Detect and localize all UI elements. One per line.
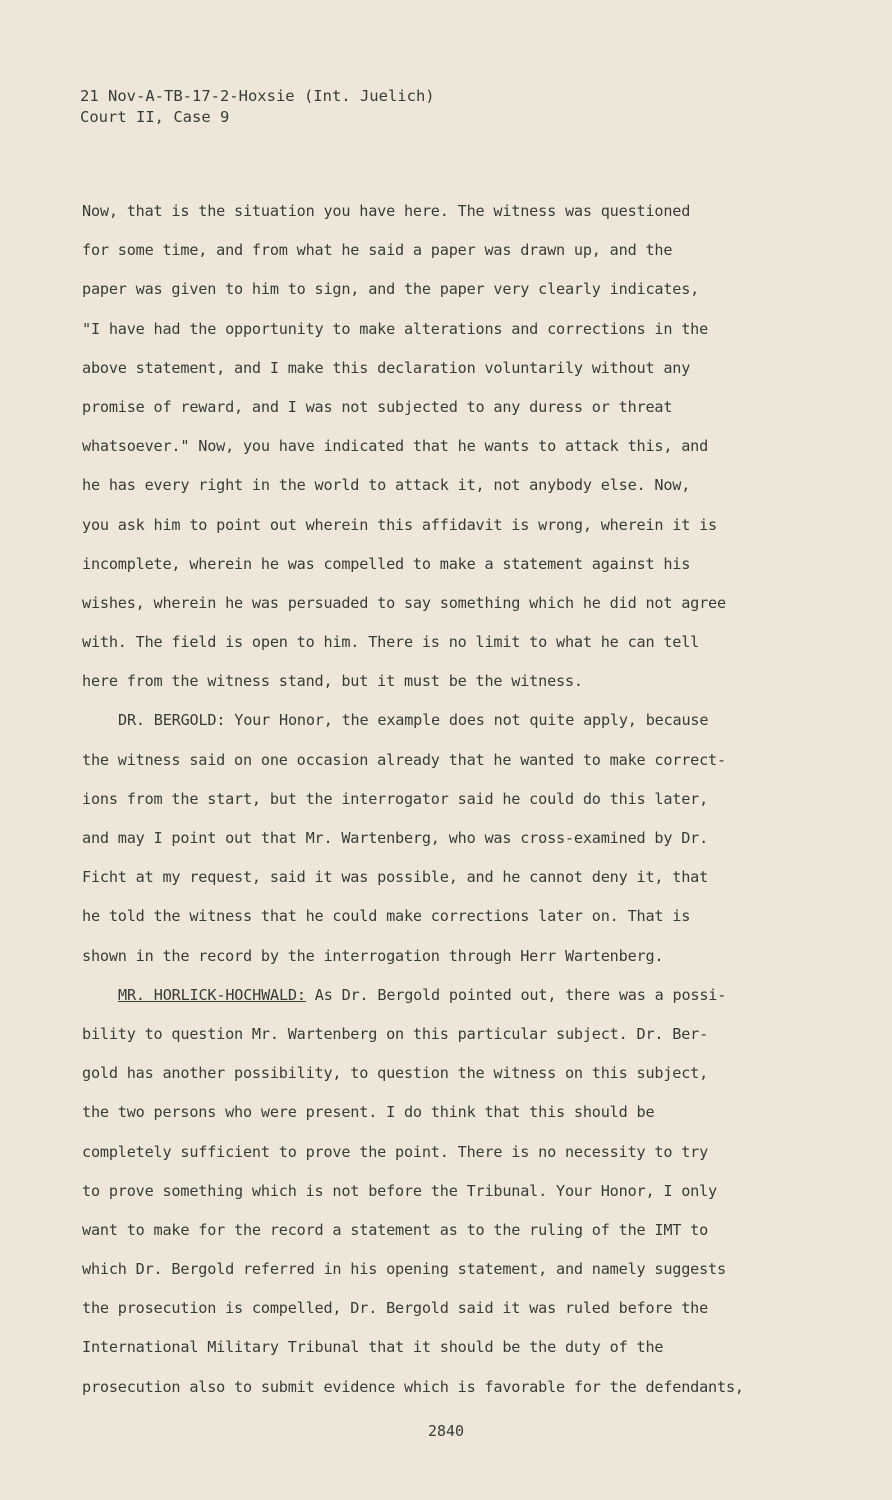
transcript-line: here from the witness stand, but it must be the witness.	[82, 672, 583, 691]
transcript-line: with. The field is open to him. There is no limit to what he can tell	[82, 633, 700, 652]
transcript-line: you ask him to point out wherein this affidavit is wrong, wherein it is	[82, 515, 717, 534]
bergold-statement-start: Your Honor, the example does not quite apply, because	[234, 711, 709, 730]
transcript-body	[82, 198, 812, 1413]
transcript-line: whatsoever." Now, you have indicated that he wants to attack this, and	[82, 437, 709, 456]
document-header	[80, 86, 435, 128]
transcript-line: promise of reward, and I was not subjected to any duress or threat	[82, 397, 673, 416]
transcript-line: for some time, and from what he said a paper was drawn up, and the	[82, 241, 673, 260]
transcript-line: bility to question Mr. Wartenberg on this particular subject. Dr. Ber-	[82, 1024, 709, 1043]
transcript-line: above statement, and I make this declaration voluntarily without any	[82, 358, 691, 377]
transcript-line: wishes, wherein he was persuaded to say something which he did not agree	[82, 593, 726, 612]
transcript-line: "I have had the opportunity to make alterations and corrections in the	[82, 319, 709, 338]
transcript-line: incomplete, wherein he was compelled to make a statement against his	[82, 554, 691, 573]
transcript-line: the two persons who were present. I do think that this should be	[82, 1103, 655, 1122]
transcript-line: Now, that is the situation you have here. The witness was questioned	[82, 202, 691, 220]
transcript-line: to prove something which is not before the Tribunal. Your Honor, I only	[82, 1181, 717, 1200]
page-number: 2840	[427, 1422, 465, 1440]
transcript-line: Ficht at my request, said it was possible, and he cannot deny it, that	[82, 868, 709, 887]
header-court: Court II, Case 9	[80, 108, 230, 126]
transcript-line: want to make for the record a statement as to the ruling of the IMT to	[82, 1220, 709, 1239]
transcript-line: and may I point out that Mr. Wartenberg, who was cross-examined by Dr.	[82, 829, 709, 847]
bergold-first-line	[82, 707, 812, 746]
transcript-line: International Military Tribunal that it should be the duty of the	[82, 1338, 664, 1357]
speaker-bergold: DR. BERGOLD:	[118, 711, 226, 730]
header-reference: 21 Nov-A-TB-17-2-Hoxsie (Int. Juelich)	[80, 87, 435, 105]
transcript-line: completely sufficient to prove the point. There is no necessity to try	[82, 1142, 709, 1161]
transcript-line: ions from the start, but the interrogator said he could do this later,	[82, 789, 709, 808]
transcript-line: the prosecution is compelled, Dr. Bergold said it was ruled before the	[82, 1299, 709, 1318]
transcript-line: he told the witness that he could make corrections later on. That is	[82, 907, 691, 926]
transcript-line: he has every right in the world to attack it, not anybody else. Now,	[82, 476, 691, 495]
transcript-line: which Dr. Bergold referred in his opening statement, and namely suggests	[82, 1260, 726, 1279]
speaker-horlick-hochwald: MR. HORLICK-HOCHWALD:	[118, 985, 306, 1004]
transcript-line: prosecution also to submit evidence which is favorable for the defendants,	[82, 1377, 744, 1396]
horlick-statement-start: As Dr. Bergold pointed out, there was a possi-	[314, 985, 727, 1004]
transcript-line: the witness said on one occasion already that he wanted to make correct-	[82, 750, 726, 769]
transcript-line: paper was given to him to sign, and the paper very clearly indicates,	[82, 280, 700, 299]
horlick-first-line	[82, 982, 812, 1021]
transcript-line: shown in the record by the interrogation through Herr Wartenberg.	[82, 946, 664, 965]
transcript-line: gold has another possibility, to question the witness on this subject,	[82, 1064, 709, 1083]
